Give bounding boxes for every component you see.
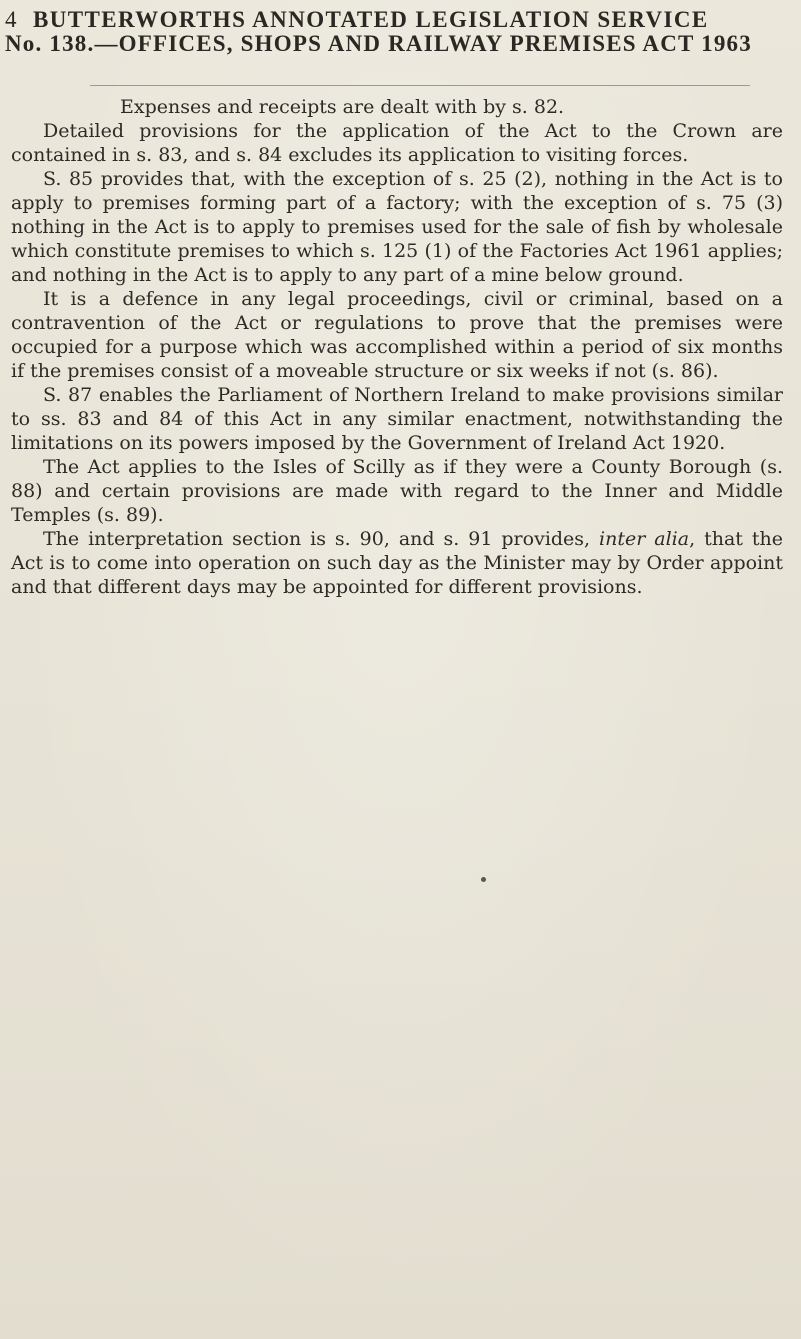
paragraph-expenses: Expenses and receipts are dealt with by s. 82. (120, 96, 565, 118)
header-rule (90, 85, 750, 86)
paragraph-scilly: The Act applies to the Isles of Scilly as if they were a County Borough (s. 88) and certain provisions are made with regard to the Inner and Middle Temples (s. 89). (11, 456, 783, 526)
body-text (11, 95, 783, 599)
page-header (5, 8, 795, 56)
interpretation-text-end: , that the Act is to come into operation on such day as the Minister may by Order appoint and that different days may be appointed for different provisions. (11, 528, 783, 598)
act-subtitle: No. 138.—OFFICES, SHOPS AND RAILWAY PREMISES ACT 1963 (5, 31, 752, 56)
interpretation-text-start: The interpretation section is s. 90, and s. 91 provides, (43, 528, 600, 550)
inter-alia-italic: inter alia (599, 528, 690, 550)
header-line-1 (5, 8, 795, 32)
page-number: 4 (5, 7, 18, 32)
paragraph-interpretation (11, 527, 783, 599)
paragraph-crown: Detailed provisions for the application of the Act to the Crown are contained in s. 83, and s. 84 excludes its application to visiting forces. (11, 120, 783, 166)
running-title: BUTTERWORTHS ANNOTATED LEGISLATION SERVICE (33, 7, 709, 32)
paragraph-s87: S. 87 enables the Parliament of Northern Ireland to make provisions similar to ss. 83 and 84 of this Act in any similar enactment, notwithstanding the limitations on its powers imposed by the Government of Ireland Act 1920. (11, 384, 783, 454)
ink-speck (481, 877, 486, 882)
paragraph-s85: S. 85 provides that, with the exception of s. 25 (2), nothing in the Act is to apply to premises forming part of a factory; with the exception of s. 75 (3) nothing in the Act is to apply to premises used for the sale of fish by wholesale which constitute premises to which s. 125 (1) of the Factories Act 1961 applies; and nothing in the Act is to apply to any part of a mine below ground. (11, 168, 783, 286)
paragraph-defence: It is a defence in any legal proceedings, civil or criminal, based on a contravention of the Act or regulations to prove that the premises were occupied for a purpose which was accomplished within a period of six months if the premises consist of a moveable structure or six weeks if not (s. 86). (11, 288, 783, 382)
